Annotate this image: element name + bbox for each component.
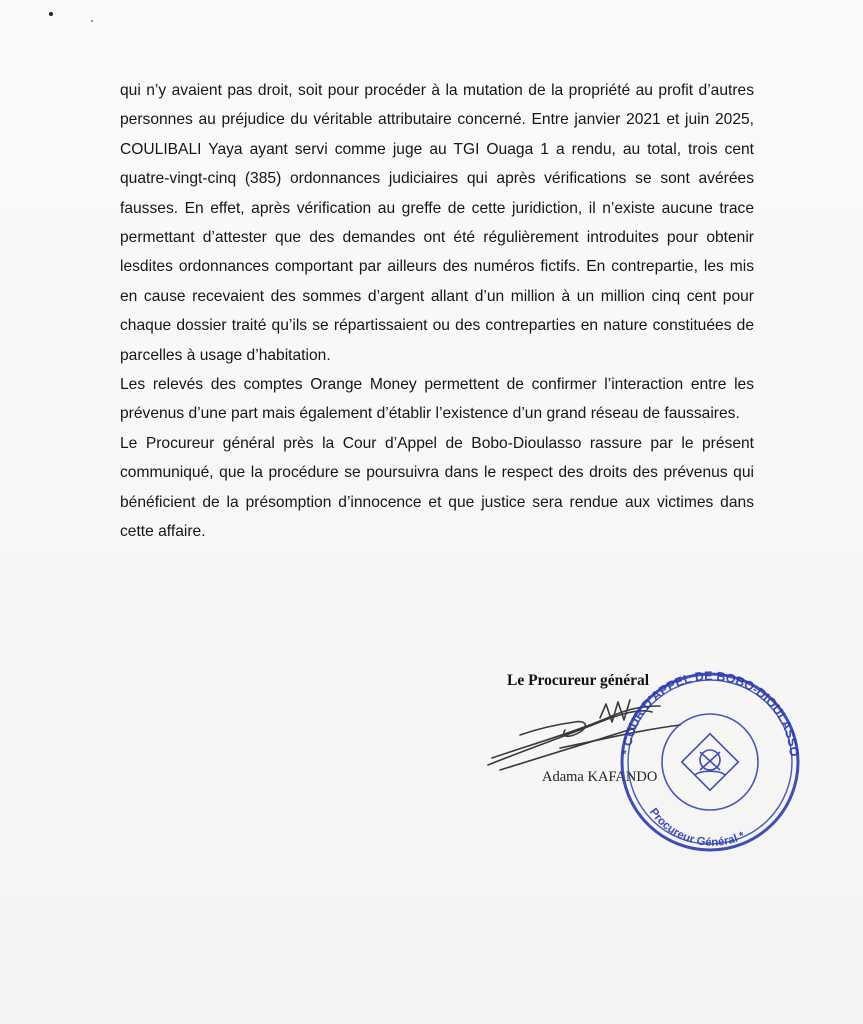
communique-body (120, 76, 754, 547)
stamp-emblem-icon (682, 734, 739, 791)
paragraph-2: Les relevés des comptes Orange Money permettent de confirmer l’interaction entre les prévenus d’une part mais également d’établir l’existence d’un grand réseau de faussaires. (120, 376, 754, 423)
paper-speck (49, 12, 53, 16)
signatory-name: Adama KAFANDO (542, 769, 658, 785)
stamp-outer-text: * COUR D'APPEL DE BOBO-DIOULASSO (619, 668, 802, 758)
paragraph-3: Le Procureur général près la Cour d’Appel de Bobo-Dioulasso rassure par le présent communiqué, que la procédure se poursuivra dans le respect des droits des prévenus qui bénéficient de la présomption d’innocence et que justice sera rendue aux victimes dans cette affaire. (120, 434, 754, 541)
signatory-title: Le Procureur général (507, 672, 650, 689)
paragraph-1: qui n’y avaient pas droit, soit pour procéder à la mutation de la propriété au profit d’autres personnes au préjudice du véritable attributaire concerné. Entre janvier 2021 et juin 2025, COULIBALI Yaya ayant servi comme juge au TGI Ouaga 1 a rendu, au total, trois cent quatre-vingt-cinq (385) ordonnances judiciaires qui après vérifications se sont avérées fausses. En effet, après vérification au greffe de cette juridiction, il n’existe aucune trace permettant d’attester que des demandes ont été régulièrement introduites pour obtenir lesdites ordonnances comportant par ailleurs des numéros fictifs. En contrepartie, les mis en cause recevaient des sommes d’argent allant d’un million à un million cinq cent pour chaque dossier traité qu’ils se répartissaient ou des contreparties en nature constituées de parcelles à usage d’habitation. (120, 82, 754, 364)
paper-speck (91, 20, 93, 22)
stamp-inner-text: Procureur Général * (646, 806, 747, 849)
